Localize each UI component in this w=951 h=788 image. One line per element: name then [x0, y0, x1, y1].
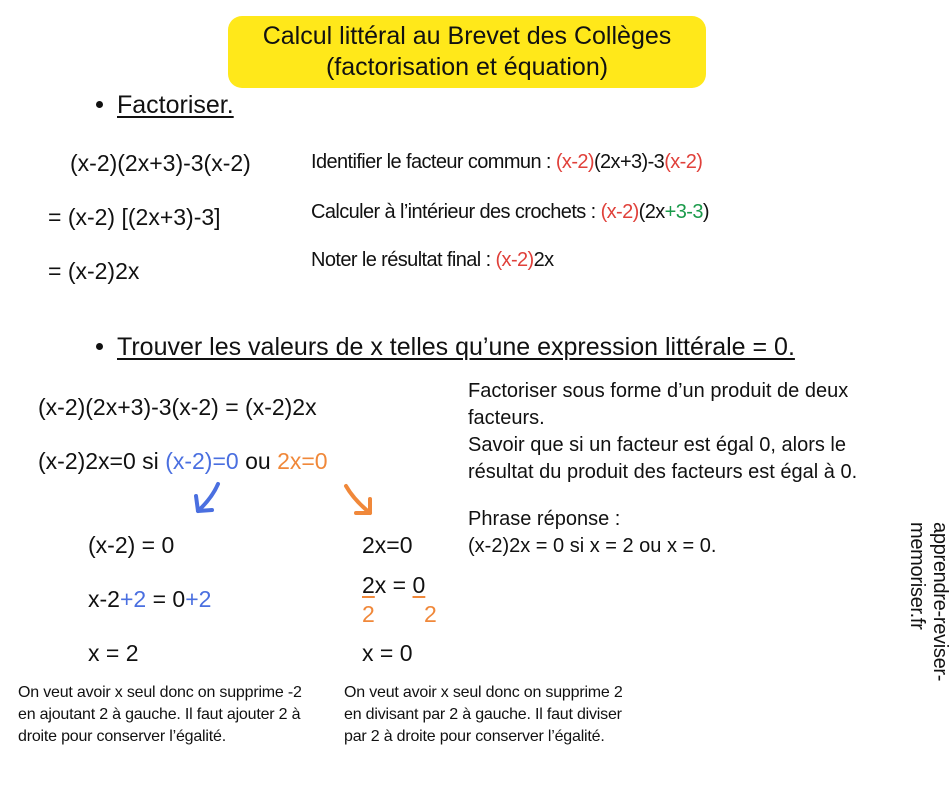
right-denominator-right: 2	[424, 601, 437, 627]
step-compute: Calculer à l’intérieur des crochets : (x-2)(2x+3-3)	[311, 201, 709, 223]
left-step-2: x-2+2 = 0+2	[88, 586, 212, 612]
right-step-3: x = 0	[362, 640, 413, 666]
factor-line-2: = (x-2) [(2x+3)-3]	[48, 204, 221, 230]
section1-heading: Factoriser.	[96, 91, 234, 120]
title-line-2: (factorisation et équation)	[325, 53, 609, 81]
bullet-icon	[96, 343, 103, 350]
blue-arrow-icon	[186, 478, 226, 518]
explanation-text: Factoriser sous forme d’un produit de deux facteurs. Savoir que si un facteur est égal 0, alors le résultat du produit des facteurs est égal à 0.	[468, 380, 858, 483]
factor-line-3: = (x-2)2x	[48, 258, 140, 284]
left-note: On veut avoir x seul donc on supprime -2 en ajoutant 2 à gauche. Il faut ajouter 2 à droite pour conserver l’égalité.	[18, 684, 302, 745]
left-step-3: x = 2	[88, 640, 139, 666]
equation-line-1: (x-2)(2x+3)-3(x-2) = (x-2)2x	[38, 394, 317, 420]
right-note: On veut avoir x seul donc on supprime 2 en divisant par 2 à gauche. Il faut diviser par 2 à droite pour conserver l’égalité.	[344, 684, 623, 745]
step-identify: Identifier le facteur commun : (x-2)(2x+3)-3(x-2)	[311, 151, 703, 173]
step-result: Noter le résultat final : (x-2)2x	[311, 249, 554, 271]
website-watermark: apprendre-reviser-memoriser.fr	[906, 522, 951, 682]
factor-line-1: (x-2)(2x+3)-3(x-2)	[70, 150, 251, 176]
orange-arrow-icon	[340, 480, 380, 520]
right-denominator-left: 2	[362, 601, 375, 627]
section2-heading: Trouver les valeurs de x telles qu’une expression littérale = 0.	[96, 333, 795, 362]
right-step-2: 2x = 0	[362, 572, 426, 598]
title-line-1: Calcul littéral au Brevet des Collèges	[262, 22, 672, 50]
bullet-icon	[96, 101, 103, 108]
title-banner	[228, 16, 706, 88]
right-step-1: 2x=0	[362, 532, 413, 558]
answer-text: Phrase réponse : (x-2)2x = 0 si x = 2 ou x = 0.	[468, 508, 717, 557]
left-step-1: (x-2) = 0	[88, 532, 175, 558]
equation-line-2: (x-2)2x=0 si (x-2)=0 ou 2x=0	[38, 448, 328, 474]
